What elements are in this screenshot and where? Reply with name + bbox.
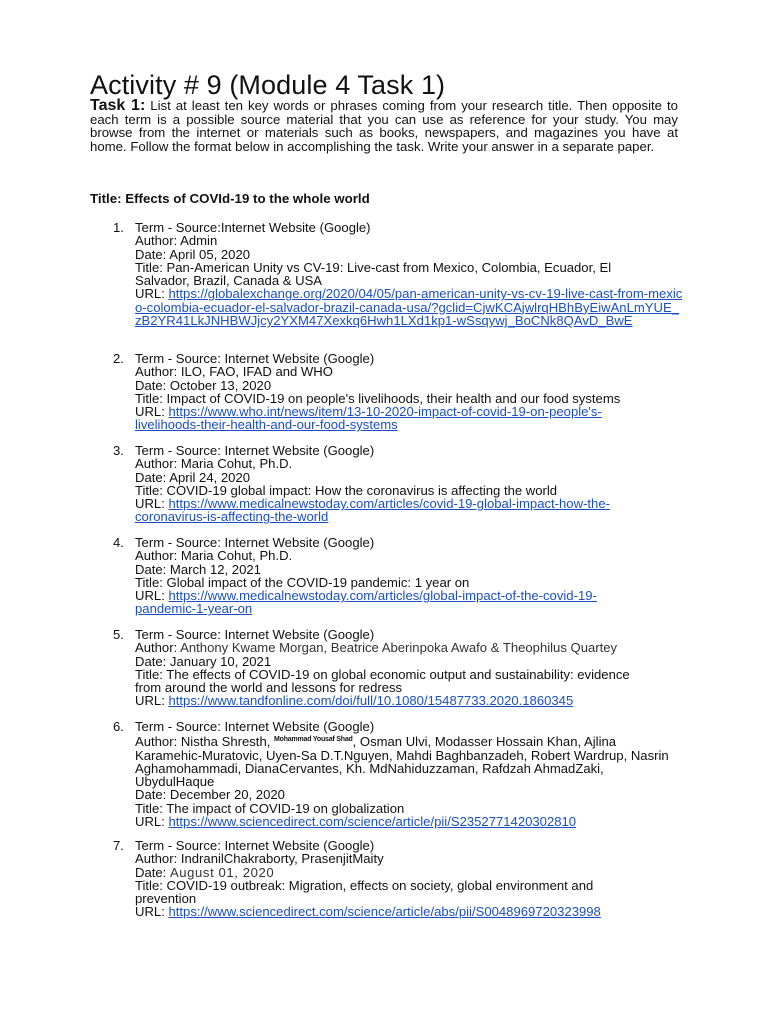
entry-title: Title: Global impact of the COVID-19 pandemic: 1 year on: [135, 574, 470, 590]
entry-author-start: Author: Nistha Shresth,: [135, 734, 275, 750]
task-label: Task 1:: [90, 97, 146, 114]
entry-url-line: [135, 815, 685, 828]
entry-url-line: [135, 287, 683, 327]
entry-term: Term - Source: Internet Website (Google): [135, 719, 375, 734]
entry-title: Title: Impact of COVID-19 on people's livelihoods, their health and our food systems: [135, 390, 621, 406]
entry-term: Term - Source: Internet Website (Google): [135, 351, 375, 366]
url-label: URL:: [135, 693, 169, 709]
entry-url-line: [135, 497, 640, 524]
entry-url-link[interactable]: https://www.tandfonline.com/doi/full/10.1080/15487733.2020.1860345: [168, 693, 574, 709]
entry-number: 2.: [113, 351, 124, 366]
entry-author: Author: Admin: [135, 233, 218, 249]
entry-author-rest: , Osman Ulvi, Modasser Hossain Khan, Ajlina Karamehic-Muratovic, Uyen-Sa D.T.Nguyen, Mahdi Baghbanzadeh, Robert Wardrup, Nasrin Aghamohammadi, DianaCervantes, Kh. MdNahiduzzaman, Rafdzah AhmadZaki, UbydulHaque: [135, 734, 669, 790]
url-label: URL:: [135, 404, 169, 420]
research-title: Title: Effects of COVId-19 to the whole world: [90, 191, 370, 206]
entry-term: Term - Source: Internet Website (Google): [135, 838, 375, 853]
entry-author-line: [135, 733, 683, 788]
activity-heading: Activity # 9 (Module 4 Task 1): [90, 70, 446, 100]
entry-author: Anthony Kwame Morgan, Beatrice Aberinpoka Awafo & Theophilus Quartey: [180, 640, 618, 656]
url-label: URL:: [135, 286, 169, 302]
entry-url-link[interactable]: https://www.who.int/news/item/13-10-2020-impact-of-covid-19-on-people's-livelihoods-their-health-and-our-food-systems: [135, 404, 602, 433]
entry-number: 4.: [113, 535, 124, 550]
author-prefix: Author:: [135, 640, 181, 656]
entry-number: 6.: [113, 719, 124, 734]
url-label: URL:: [135, 588, 169, 604]
url-label: URL:: [135, 496, 169, 512]
url-label: URL:: [135, 904, 169, 920]
entry-date-line: [135, 866, 685, 879]
entry-number: 3.: [113, 443, 124, 458]
entry-date: Date: April 24, 2020: [135, 469, 251, 485]
entry-title: Title: The effects of COVID-19 on global economic output and sustainability: evidence from around the world and lessons for redress: [135, 666, 630, 696]
entry-title: Title: The impact of COVID-19 on globalization: [135, 800, 405, 816]
task-instructions: [90, 99, 678, 153]
task-text: List at least ten key words or phrases coming from your research title. Then opposite to each term is a possible source material that you can use as reference for your study. You may browse from the internet or materials such as books, newspapers, and magazines you have at home. Follow the format below in accomplishing the task. Write your answer in a separate paper.: [90, 98, 679, 154]
entry-title: Title: COVID-19 global impact: How the coronavirus is affecting the world: [135, 482, 558, 498]
entry-date: Date: March 12, 2021: [135, 561, 261, 577]
entry-author: Author: Maria Cohut, Ph.D.: [135, 548, 293, 564]
entry-url-line: [135, 589, 635, 616]
entry-url-link[interactable]: https://globalexchange.org/2020/04/05/pan-american-unity-vs-cv-19-live-cast-from-mexico-colombia-ecuador-el-salvador-brazil-canada-usa/?gclid=CjwKCAjwlrqHBhByEiwAnLmYUE_zB2YR41LkJNHBWJjcy2YXM47Xexkq6Hwh1LXd1kp1-wSsqywj_BoCNk8QAvD_BwE: [135, 286, 683, 329]
entry-url-link[interactable]: https://www.medicalnewstoday.com/articles/global-impact-of-the-covid-19-pandemic-1-year-on: [135, 588, 597, 617]
entry-date: Date: January 10, 2021: [135, 653, 272, 669]
entry-author-small: Mohammad Yousaf Shad: [274, 736, 353, 744]
entry-date: Date: April 05, 2020: [135, 246, 251, 262]
entry-author: Author: Maria Cohut, Ph.D.: [135, 456, 293, 472]
entry-url-line: [135, 905, 685, 918]
entry-url-link[interactable]: https://www.sciencedirect.com/science/article/pii/S2352771420302810: [168, 814, 577, 830]
entry-number: 5.: [113, 627, 124, 642]
entry-url-link[interactable]: https://www.medicalnewstoday.com/articles/covid-19-global-impact-how-the-coronavirus-is-affecting-the-world: [135, 496, 610, 525]
entry-term: Term - Source:Internet Website (Google): [135, 220, 371, 235]
entry-date: Date: December 20, 2020: [135, 787, 285, 803]
entry-date: August 01, 2020: [169, 864, 275, 880]
entry-date: Date: October 13, 2020: [135, 377, 272, 393]
entry-author-line: [135, 641, 685, 654]
entry-url-line: [135, 694, 685, 707]
entry-author: Author: ILO, FAO, IFAD and WHO: [135, 364, 333, 380]
entry-number: 7.: [113, 838, 124, 853]
entry-url-link[interactable]: https://www.sciencedirect.com/science/article/abs/pii/S0048969720323998: [168, 904, 601, 920]
entry-url-line: [135, 405, 635, 432]
entry-term: Term - Source: Internet Website (Google): [135, 627, 375, 642]
entry-author: Author: IndranilChakraborty, PrasenjitMaity: [135, 851, 384, 867]
url-label: URL:: [135, 814, 169, 830]
entry-title: Title: COVID-19 outbreak: Migration, effects on society, global environment and prevention: [135, 877, 594, 907]
entry-term: Term - Source: Internet Website (Google): [135, 535, 375, 550]
entry-title: Title: Pan-American Unity vs CV-19: Live-cast from Mexico, Colombia, Ecuador, El Salvador, Brazil, Canada & USA: [135, 259, 612, 289]
date-prefix: Date:: [135, 864, 170, 880]
entry-term: Term - Source: Internet Website (Google): [135, 443, 375, 458]
entry-number: 1.: [113, 220, 124, 235]
